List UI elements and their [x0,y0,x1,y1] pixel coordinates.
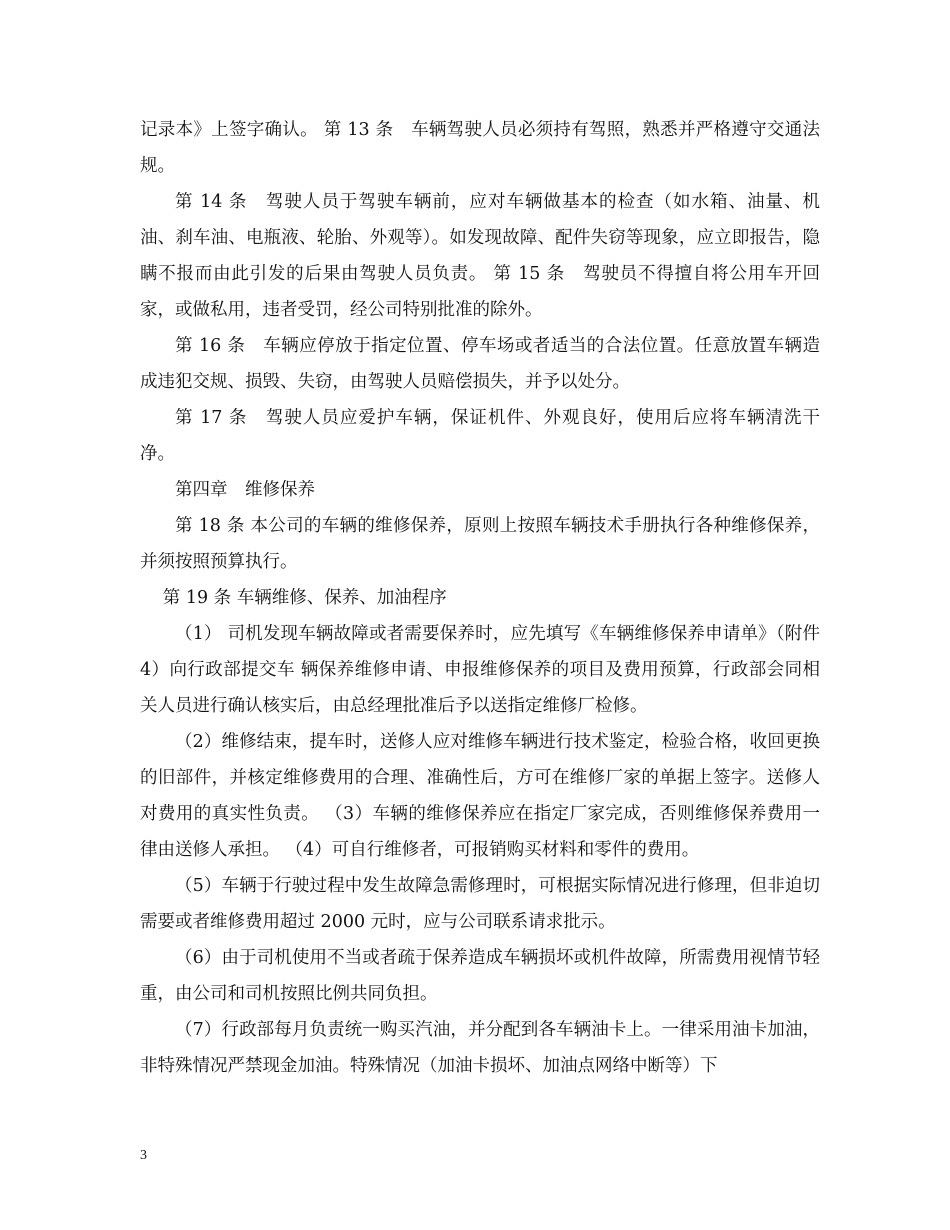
paragraph-2: 第 14 条 驾驶人员于驾驶车辆前，应对车辆做基本的检查（如水箱、油量、机油、刹车油、电瓶液、轮胎、外观等）。如发现故障、配件失窃等现象，应立即报告，隐瞒不报而由此引发的后果由驾驶人员负责。 第 15 条 驾驶员不得擅自将公用车开回家，或做私用，违者受罚，经公司特别批准的除外。 [140,192,820,320]
paragraph-3: 第 16 条 车辆应停放于指定位置、停车场或者适当的合法位置。任意放置车辆造成违犯交规、损毁、失窃，由驾驶人员赔偿损失，并予以处分。 [140,336,820,392]
paragraph-1: 记录本》上签字确认。 第 13 条 车辆驾驶人员必须持有驾照，熟悉并严格遵守交通法规。 [140,120,820,176]
paragraph-7: （1） 司机发现车辆故障或者需要保养时，应先填写《车辆维修保养申请单》（附件 4）向行政部提交车 辆保养维修申请、申报维修保养的项目及费用预算，行政部会同相关人员进行确认核实后，由总经理批准后予以送指定维修厂检修。 [140,624,820,716]
chapter-heading: 第四章 维修保养 [175,480,315,500]
paragraph-8: （2）维修结束，提车时，送修人应对维修车辆进行技术鉴定，检验合格，收回更换的旧部件，并核定维修费用的合理、准确性后，方可在维修厂家的单据上签字。送修人对费用的真实性负责。 （3）车辆的维修保养应在指定厂家完成，否则维修保养费用一律由送修人承担。 （4）可自行维修者，可报销购买材料和零件的费用。 [140,732,820,860]
paragraph-4: 第 17 条 驾驶人员应爱护车辆，保证机件、外观良好，使用后应将车辆清洗干净。 [140,408,820,464]
paragraph-9: （5）车辆于行驶过程中发生故障急需修理时，可根据实际情况进行修理，但非迫切需要或者维修费用超过 2000 元时，应与公司联系请求批示。 [140,876,820,932]
paragraph-10: （6）由于司机使用不当或者疏于保养造成车辆损坏或机件故障，所需费用视情节轻重，由公司和司机按照比例共同负担。 [140,948,820,1004]
paragraph-11: （7）行政部每月负责统一购买汽油，并分配到各车辆油卡上。一律采用油卡加油，非特殊情况严禁现金加油。特殊情况（加油卡损坏、加油点网络中断等）下 [140,1020,820,1076]
page-number: 3 [140,1148,147,1163]
paragraph-5: 第 18 条 本公司的车辆的维修保养，原则上按照车辆技术手册执行各种维修保养，并须按照预算执行。 [140,516,820,572]
document-body [140,112,820,1084]
paragraph-6: 第 19 条 车辆维修、保养、加油程序 [162,588,447,608]
